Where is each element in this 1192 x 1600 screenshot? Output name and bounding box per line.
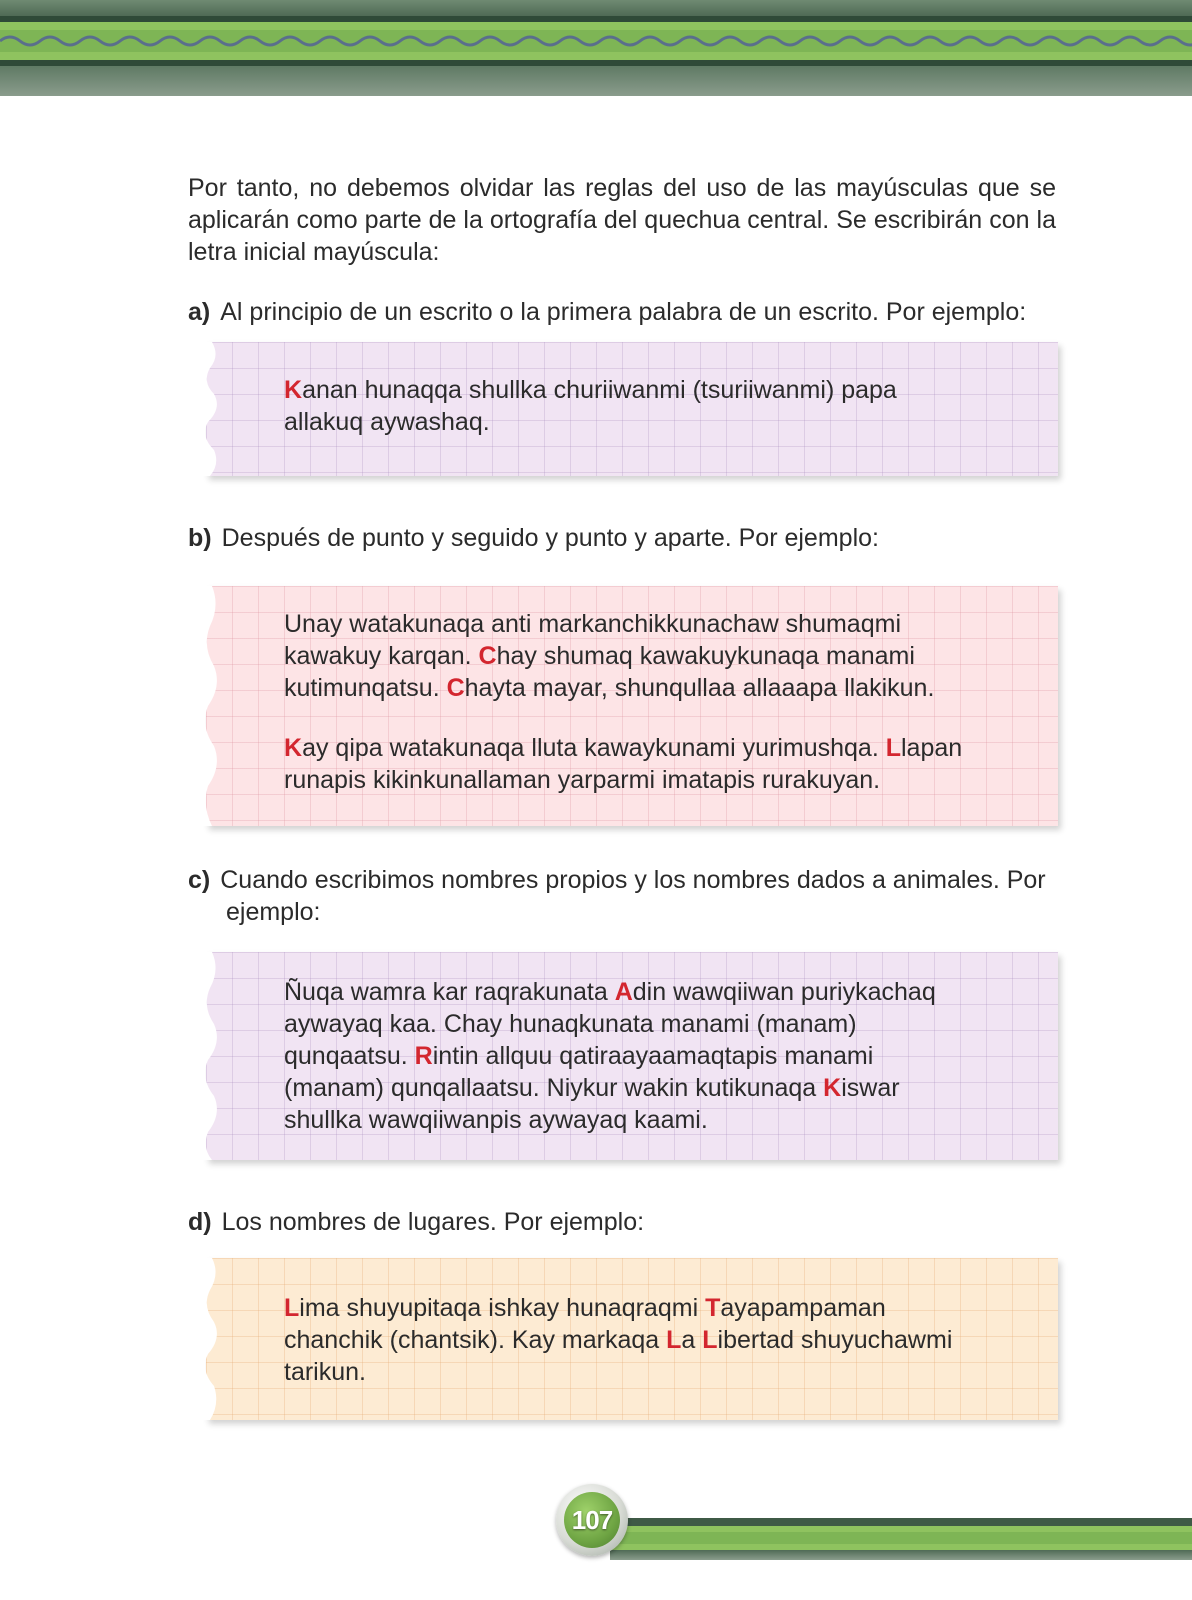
example-line: ay qipa watakunaqa lluta kawaykunami yurimushqa. — [302, 734, 886, 762]
example-line: shullka wawqiiwanpis aywayaq kaami. — [284, 1106, 708, 1134]
example-line: a — [681, 1326, 703, 1354]
example-box-c — [206, 952, 1058, 1160]
example-box-a — [206, 342, 1058, 476]
item-text: Después de punto y seguido y punto y aparte. Por ejemplo: — [221, 524, 879, 552]
example-text-a — [284, 374, 1018, 438]
example-box-b — [206, 586, 1058, 826]
example-line: Unay watakunaqa anti markanchikkunachaw shumaqmi — [284, 610, 901, 638]
example-line: aywayaq kaa. Chay hunaqkunata manami (manam) — [284, 1010, 857, 1038]
item-text: Al principio de un escrito o la primera palabra de un escrito. Por ejemplo: — [220, 298, 1027, 326]
item-letter: b) — [188, 524, 212, 552]
example-line: ayapampaman — [720, 1294, 886, 1322]
capital-letter: L — [284, 1294, 300, 1322]
example-line: qunqaatsu. — [284, 1042, 415, 1070]
capital-letter: K — [284, 376, 303, 404]
capital-letter: K — [284, 734, 303, 762]
item-a-heading — [188, 296, 1056, 328]
intro-paragraph: Por tanto, no debemos olvidar las reglas del uso de las mayúsculas que se aplicarán como parte de la ortografía del quechua central. Se escribirán con la letra inicial mayúscula: — [188, 174, 1056, 266]
example-line: allakuq aywashaq. — [284, 408, 490, 436]
example-line: din wawqiiwan puriykachaq — [632, 978, 936, 1006]
example-line: ima shuyupitaqa ishkay hunaqraqmi — [299, 1294, 706, 1322]
header-decorative-band — [0, 0, 1192, 96]
example-line: (manam) qunqallaatsu. Niykur wakin kutikunaqa — [284, 1074, 824, 1102]
torn-edge-icon — [198, 586, 224, 826]
example-box-d — [206, 1258, 1058, 1420]
torn-edge-icon — [198, 342, 224, 476]
example-line: Ñuqa wamra kar raqrakunata — [284, 978, 615, 1006]
example-line: kawakuy karqan. — [284, 642, 479, 670]
capital-letter: R — [414, 1042, 433, 1070]
capital-letter: K — [823, 1074, 842, 1102]
example-line: kutimunqatsu. — [284, 674, 447, 702]
example-line: chanchik (chantsik). Kay markaqa — [284, 1326, 667, 1354]
page-number-badge — [556, 1484, 628, 1556]
example-line: hay shumaq kawakuykunaqa manami — [496, 642, 915, 670]
example-line: tarikun. — [284, 1358, 366, 1386]
example-line: hayta mayar, shunqullaa allaaapa llakikun. — [464, 674, 935, 702]
item-b-heading — [188, 522, 1056, 554]
item-c-heading — [188, 864, 1094, 928]
item-letter: a) — [188, 298, 211, 326]
torn-edge-icon — [198, 952, 224, 1160]
capital-letter: T — [705, 1294, 721, 1322]
item-text: Cuando escribimos nombres propios y los nombres dados a animales. Por ejemplo: — [220, 866, 1046, 926]
example-text-d — [284, 1292, 1018, 1388]
example-line: iswar — [841, 1074, 900, 1102]
example-line: runapis kikinkunallaman yarparmi imatapis rurakuyan. — [284, 766, 881, 794]
example-text-b — [284, 608, 1018, 796]
page-number: 107 — [564, 1492, 620, 1548]
example-line: anan hunaqqa shullka churiiwanmi (tsuriiwanmi) papa — [302, 376, 897, 404]
capital-letter: L — [666, 1326, 682, 1354]
example-line: intin allquu qatiraayaamaqtapis manami — [432, 1042, 874, 1070]
capital-letter: L — [885, 734, 901, 762]
item-text: Los nombres de lugares. Por ejemplo: — [221, 1208, 645, 1236]
item-letter: d) — [188, 1208, 212, 1236]
footer-decorative-band — [610, 1518, 1192, 1562]
torn-edge-icon — [198, 1258, 224, 1420]
item-letter: c) — [188, 866, 211, 894]
wave-pattern-icon — [0, 30, 1192, 52]
example-line: lapan — [901, 734, 963, 762]
capital-letter: L — [702, 1326, 718, 1354]
item-d-heading — [188, 1206, 1056, 1238]
capital-letter: C — [478, 642, 497, 670]
example-text-c — [284, 976, 1018, 1136]
capital-letter: C — [446, 674, 465, 702]
example-line: ibertad shuyuchawmi — [717, 1326, 953, 1354]
capital-letter: A — [614, 978, 633, 1006]
